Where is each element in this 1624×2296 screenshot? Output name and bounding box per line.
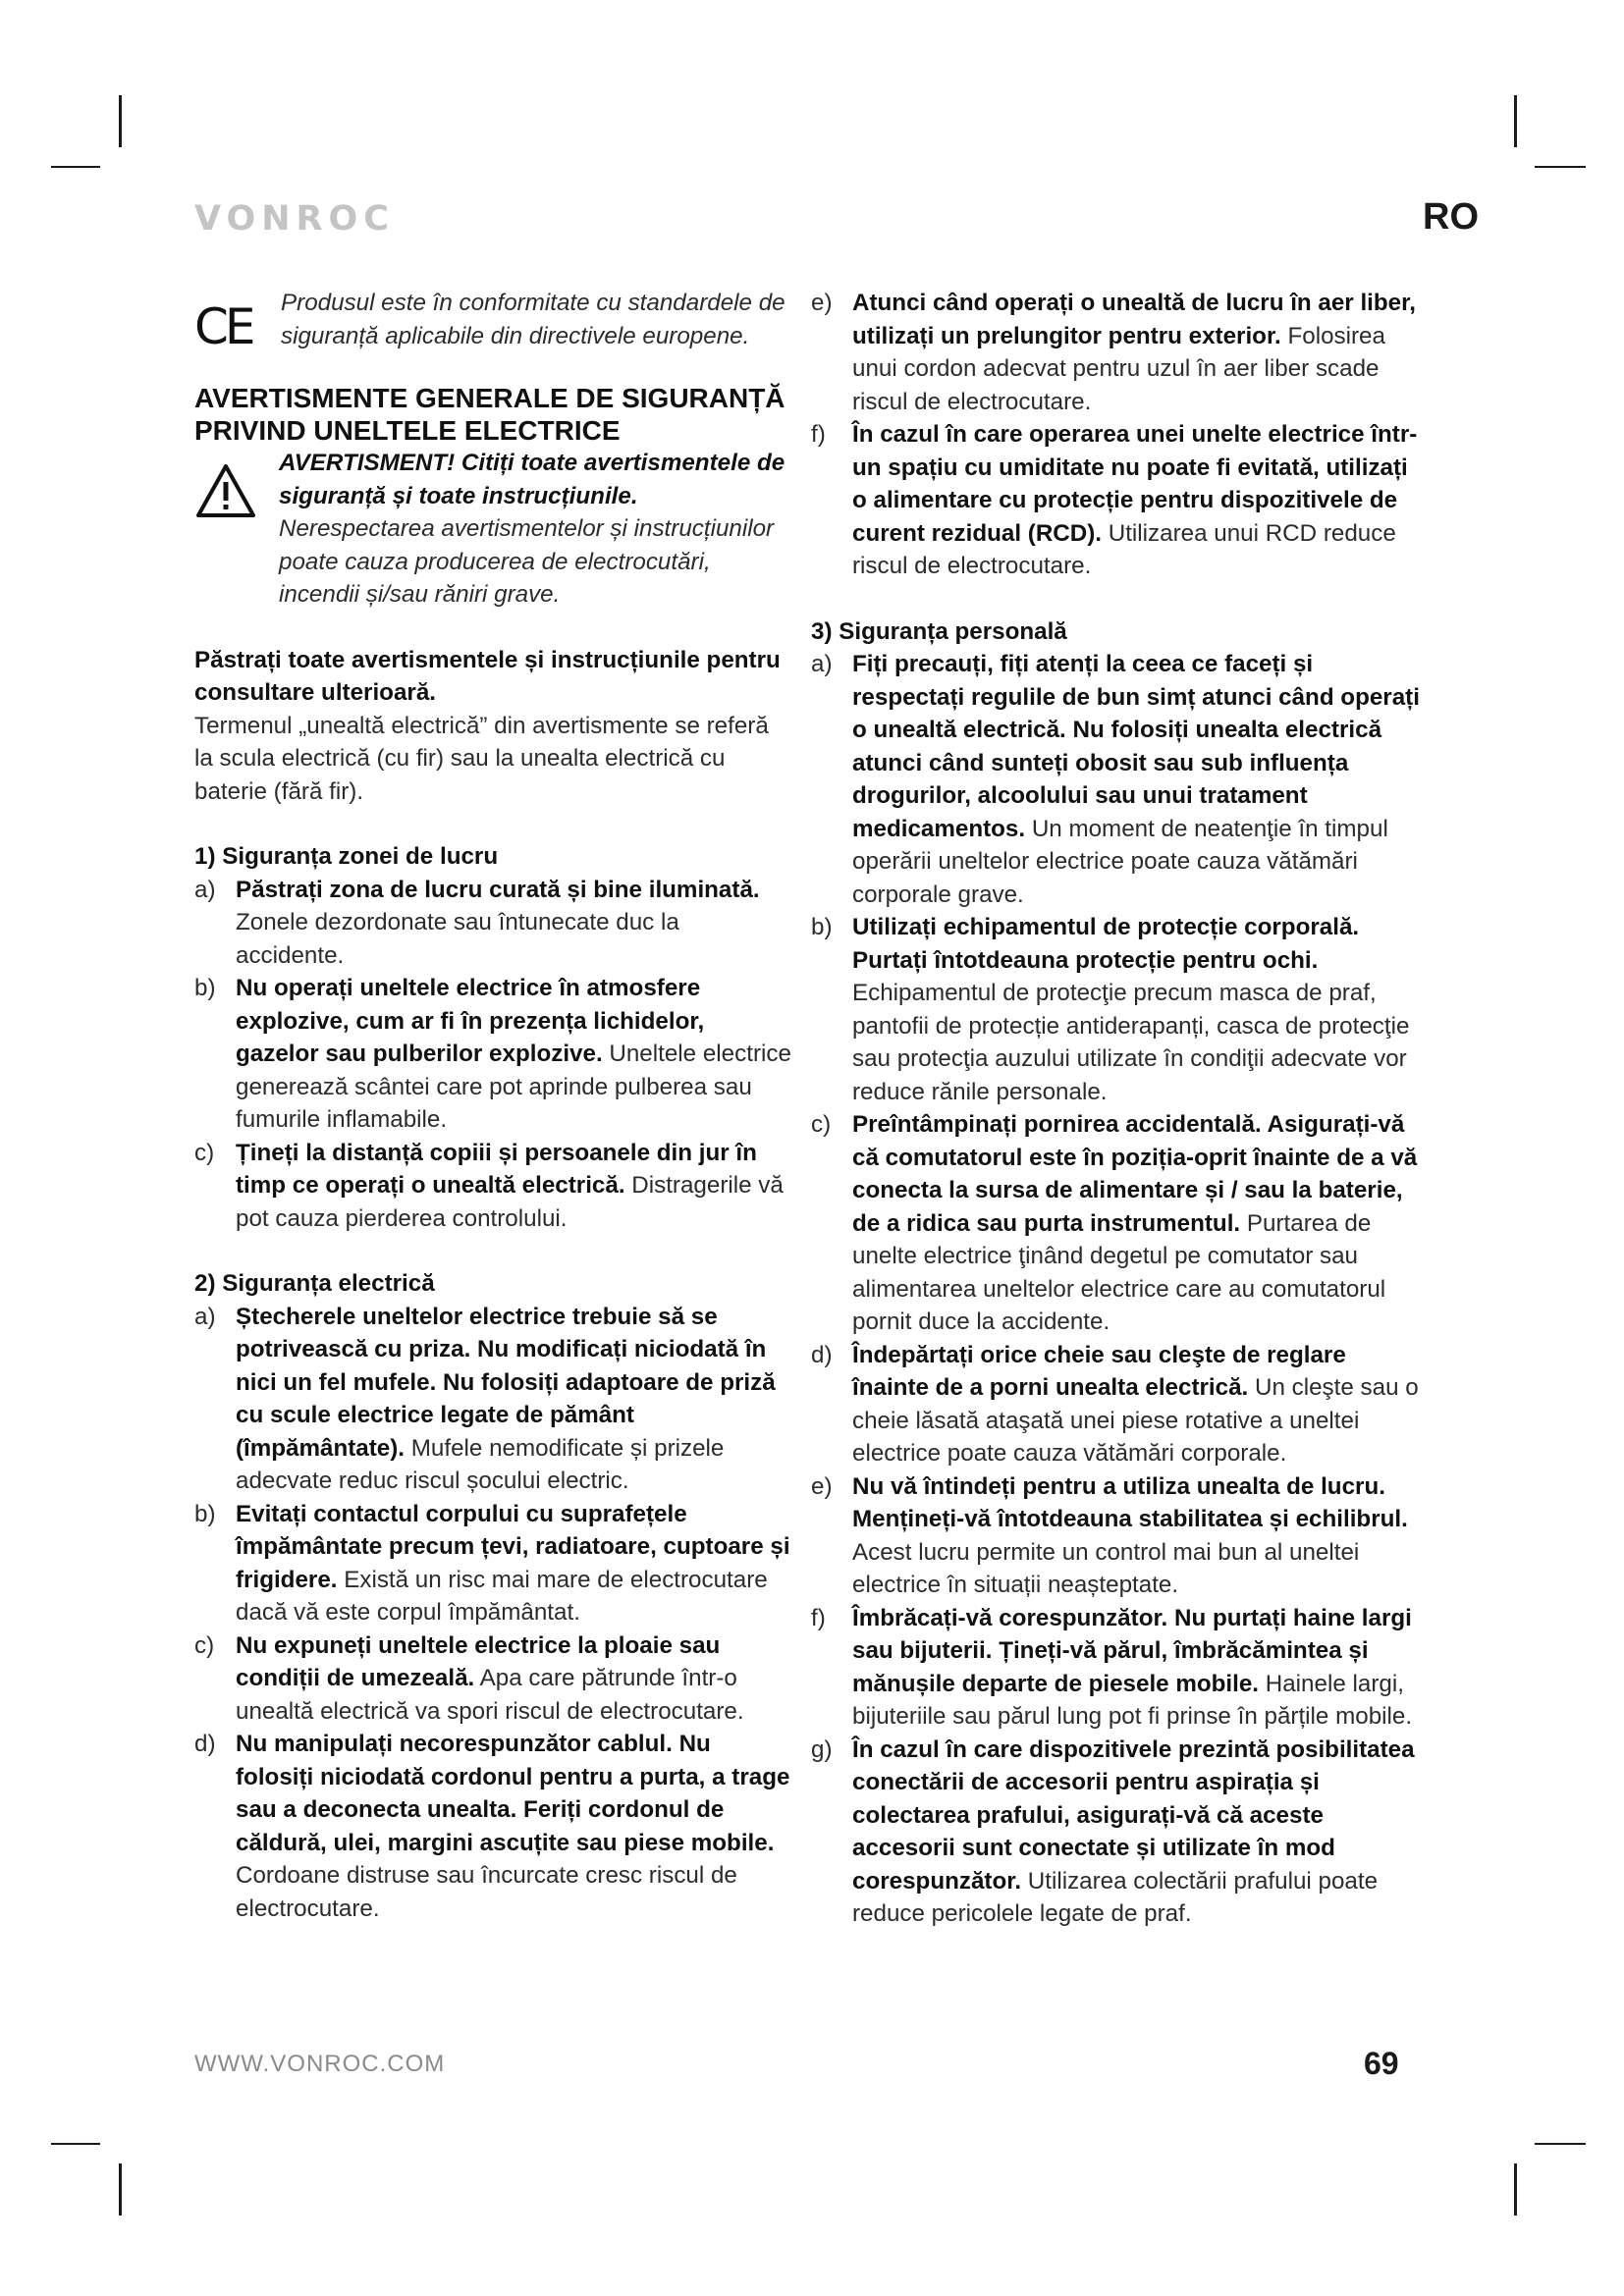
ce-text: Produsul este în conformitate cu standardele de siguranță aplicabile din directivele europene. [281, 290, 785, 349]
list-item: g) În cazul în care dispozitivele prezintă posibilitatea conectării de accesorii pentru aspirația și colectarea prafului, asigurați-vă că aceste accesorii sunt conectate și utilizate în mod corespunzător. Utilizarea colectării prafului poate reduce pericolele legate de praf. [811, 1735, 1415, 1927]
warning-block [194, 447, 793, 612]
list-item: c) Țineți la distanță copiii și persoanele din jur în timp ce operați o unealtă electrică. Distragerile vă pot cauza pierderea controlului. [194, 1139, 784, 1232]
list-item: e) Atunci când operați o unealtă de lucru în aer liber, utilizați un prelungitor pentru exterior. Folosirea unui cordon adecvat pentru uzul în aer liber scade riscul de electrocutare. [811, 290, 1416, 415]
warning-body-text: Nerespectarea avertismentelor și instrucțiunilor poate cauza producerea de electrocutări, incendii și/sau răniri grave. [279, 515, 775, 608]
list-item: a) Păstrați zona de lucru curată și bine iluminată. Zonele dezordonate sau întunecate duc la accidente. [194, 876, 760, 969]
list-item: d) Îndepărtați orice cheie sau cleşte de reglare înainte de a porni unealta electrică. Un cleşte sau o cheie lăsată ataşată unei piese rotative a uneltei electrice poate cauza vătămări corporale. [811, 1341, 1419, 1467]
language-code: RO [1423, 196, 1479, 238]
warning-triangle-icon [194, 447, 279, 529]
warning-bold-text: AVERTISMENT! Citiți toate avertismentele de siguranță și toate instrucțiunile. [279, 450, 785, 509]
list-item: d) Nu manipulați necorespunzător cablul. Nu folosiți niciodată cordonul pentru a purta, a trage sau a deconecta unealta. Feriți cordonul de căldură, ulei, margini ascuțite sau piese mobile. Cordoane distruse sau încurcate cresc riscul de electrocutare. [194, 1731, 790, 1922]
list-item: f) În cazul în care operarea unei unelte electrice într-un spațiu cu umiditate nu poate fi evitată, utilizați o alimentare cu protecție pentru dispozitivele de curent rezidual (RCD). Utilizarea unui RCD reduce riscul de electrocutare. [811, 421, 1418, 579]
crop-mark [1535, 166, 1586, 168]
brand-logo: VONROC [194, 199, 395, 239]
crop-mark [51, 2143, 100, 2145]
crop-mark [119, 95, 122, 147]
crop-mark [119, 2163, 122, 2216]
list-item: b) Evitați contactul corpului cu suprafețele împământate precum țevi, radiatoare, cuptoare și frigidere. Există un risc mai mare de electrocutare dacă vă este corpul împământat. [194, 1500, 790, 1626]
crop-mark [1535, 2143, 1586, 2145]
keep-instructions [194, 644, 793, 710]
general-warnings-heading: AVERTISMENTE GENERALE DE SIGURANȚĂ PRIVIND UNELTELE ELECTRICE [194, 383, 785, 446]
section-title-work-area: 1) Siguranța zonei de lucru [194, 843, 499, 870]
list-item: b) Utilizați echipamentul de protecție corporală. Purtați întotdeauna protecție pentru ochi. Echipamentul de protecţie precum masca de praf, pantofii de protecție antiderapanți, casca de protecţie sau protecţia auzului utilizate în condiţii adecvate vor reduce rănile personale. [811, 914, 1410, 1105]
crop-mark [1514, 95, 1517, 147]
footer-url[interactable]: WWW.VONROC.COM [194, 2051, 446, 2077]
list-item: e) Nu vă întindeți pentru a utiliza unealta de lucru. Mențineți-vă întotdeauna stabilitatea și echilibrul. Acest lucru permite un control mai bun al uneltei electrice în situații neașteptate. [811, 1472, 1408, 1598]
right-column [811, 287, 1420, 1931]
keep-instructions-bold: Păstrați toate avertismentele și instrucțiunile pentru consultare ulterioară. [194, 646, 781, 706]
crop-mark [1514, 2163, 1517, 2216]
ce-notice [194, 287, 793, 355]
crop-mark [51, 166, 100, 168]
left-column [194, 287, 793, 1925]
page-number: 69 [1364, 2046, 1399, 2081]
list-item: c) Nu expuneți uneltele electrice la ploaie sau condiții de umezeală. Apa care pătrunde într-o unealtă electrică va spori riscul de electrocutare. [194, 1631, 744, 1725]
section-title-electrical: 2) Siguranța electrică [194, 1270, 435, 1297]
list-item: b) Nu operați uneltele electrice în atmosfere explozive, cum ar fi în prezența lichidelor, gazelor sau pulberilor explozive. Uneltele electrice generează scântei care pot aprinde pulberea sau fumurile inflamabile. [194, 975, 791, 1133]
ce-mark-icon: CE [194, 298, 252, 355]
section-title-personal: 3) Siguranța personală [811, 617, 1067, 645]
list-item: a) Fiți precauți, fiți atenți la ceea ce faceți și respectați regulile de bun simț atunci când operați o unealtă electrică. Nu folosiți unealta electrică atunci când sunteți obosit sau sub influența drogurilor, alcoolului sau unui tratament medicamentos. Un moment de neatenţie în timpul operării uneltelor electrice poate cauza vătămări corporale grave. [811, 651, 1420, 908]
list-item: f) Îmbrăcați-vă corespunzător. Nu purtați haine largi sau bijuterii. Țineți-vă părul, îmbrăcămintea și mănușile departe de piesele mobile. Hainele largi, bijuteriile sau părul lung pot fi prinse în părțile mobile. [811, 1604, 1413, 1730]
list-item: a) Ștecherele uneltelor electrice trebuie să se potrivească cu priza. Nu modificați niciodată în nici un fel mufele. Nu folosiți adaptoare de priză cu scule electrice legate de pământ (împământate). Mufele nemodificate și prizele adecvate reduc riscul șocului electric. [194, 1303, 776, 1494]
list-item: c) Preîntâmpinați pornirea accidentală. Asigurați-vă că comutatorul este în poziția-oprit înainte de a vă conecta la sursa de alimentare și / sau la baterie, de a ridica sau purta instrumentul. Purtarea de unelte electrice ţinând degetul pe comutator sau alimentarea uneltelor electrice care au comutatorul pornit duce la accidente. [811, 1111, 1418, 1335]
term-definition: Termenul „unealtă electrică” din avertismente se referă la scula electrică (cu fir) sau la unealta electrică cu baterie (fără fir). [194, 712, 769, 805]
